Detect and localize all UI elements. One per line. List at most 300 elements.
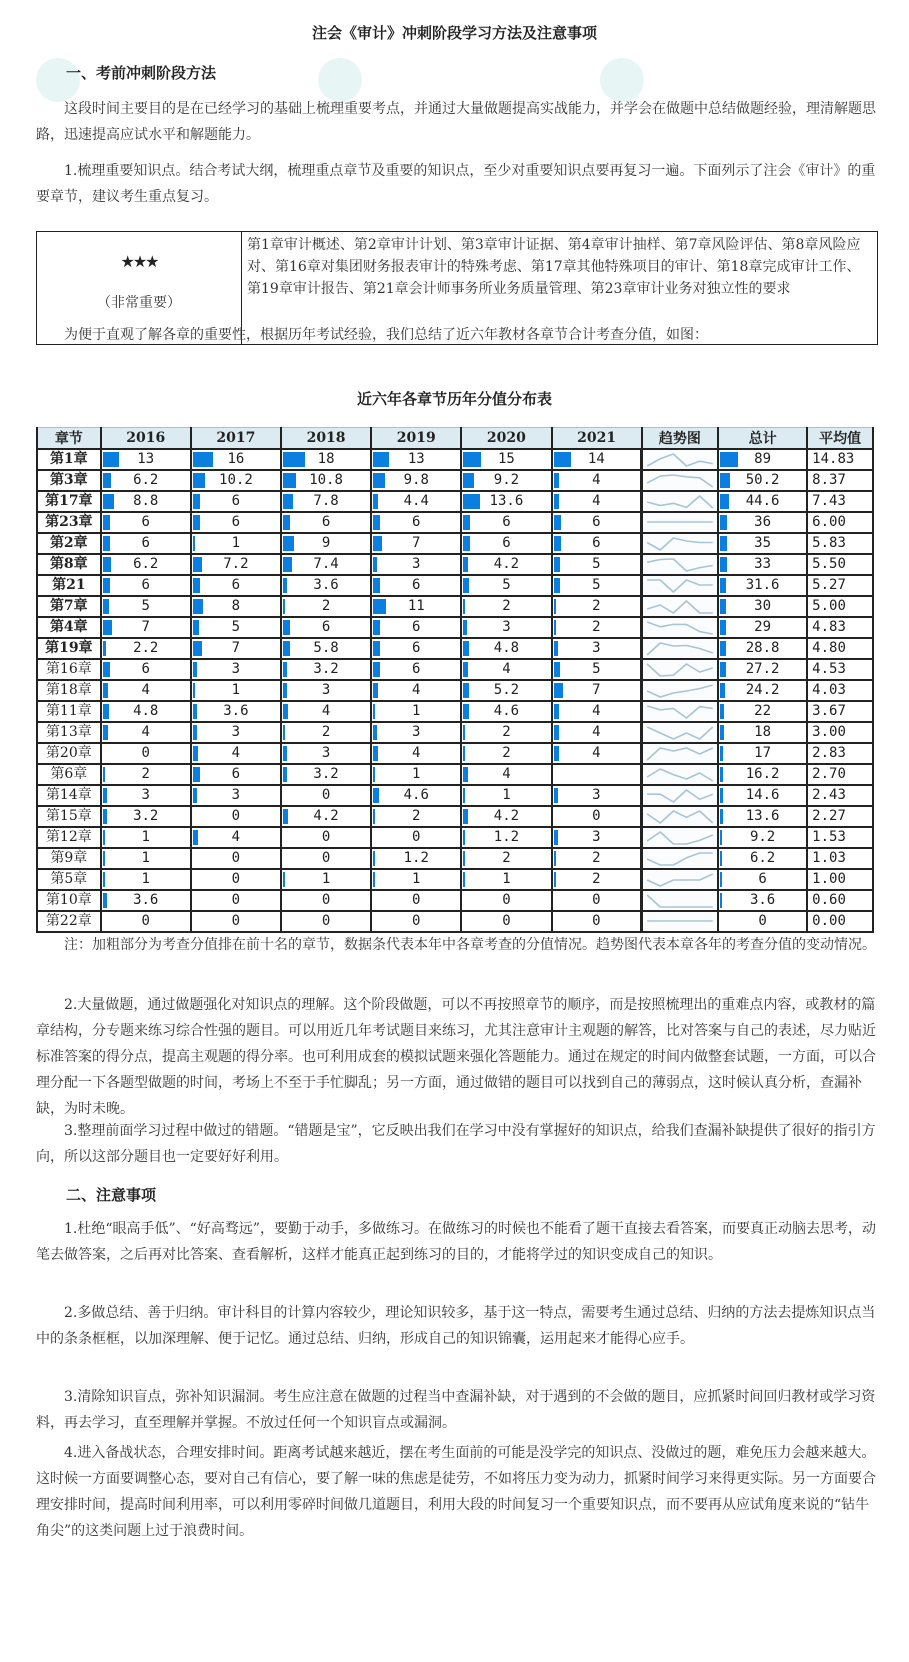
score-cell	[552, 869, 642, 890]
score-cell	[461, 638, 551, 659]
total-cell	[718, 827, 807, 848]
data-bar	[463, 872, 465, 887]
score-cell	[281, 449, 371, 470]
score-cell	[461, 617, 551, 638]
score-value: 5.8	[313, 640, 339, 656]
score-cell	[371, 659, 461, 680]
score-value: 18	[317, 451, 335, 467]
score-value: 4	[321, 703, 331, 719]
score-value: 2	[502, 598, 511, 614]
total-value: 50.2	[745, 472, 780, 488]
score-value: 2	[141, 766, 150, 782]
total-value: 29	[754, 619, 772, 635]
table-row	[37, 533, 873, 554]
data-bar	[373, 704, 375, 719]
score-cell	[461, 827, 551, 848]
score-cell	[552, 659, 642, 680]
score-value: 1	[321, 871, 331, 887]
data-bar	[283, 578, 287, 593]
score-cell	[461, 470, 551, 491]
score-cell	[281, 848, 371, 869]
score-cell	[552, 806, 642, 827]
table-row	[37, 596, 873, 617]
total-value: 14.6	[745, 787, 780, 803]
total-value: 27.2	[745, 661, 780, 677]
score-cell	[101, 869, 191, 890]
score-cell	[101, 827, 191, 848]
score-cell	[552, 848, 642, 869]
section-heading-methods: 一、考前冲刺阶段方法	[66, 64, 217, 82]
score-cell	[461, 449, 551, 470]
score-value: 4.8	[493, 640, 520, 656]
data-bar	[103, 809, 107, 824]
score-value: 0	[321, 829, 331, 845]
chapter-cell: 第11章	[37, 701, 101, 722]
score-cell	[281, 911, 371, 932]
trend-sparkline-icon	[643, 492, 717, 511]
data-bar	[193, 515, 200, 530]
column-header: 2021	[552, 428, 642, 450]
data-bar	[720, 515, 727, 530]
sparkline-cell	[642, 533, 718, 554]
table-note: 注：加粗部分为考查分值排在前十名的章节，数据条代表本年中各章考查的分值情况。趋势图代表本章各年的考查分值的变动情况。	[64, 937, 876, 953]
table-row	[37, 659, 873, 680]
average-cell: 2.70	[807, 764, 873, 785]
average-cell: 6.00	[807, 512, 873, 533]
sparkline-cell	[642, 764, 718, 785]
data-bar	[103, 641, 106, 656]
data-bar	[720, 872, 722, 887]
score-value: 0	[321, 850, 331, 866]
data-bar	[103, 473, 111, 488]
score-cell	[371, 827, 461, 848]
table-row	[37, 911, 873, 932]
chapter-cell: 第3章	[37, 470, 101, 491]
data-bar	[720, 662, 726, 677]
total-value: 22	[754, 703, 772, 719]
score-value: 4.2	[313, 808, 339, 824]
data-bar	[283, 809, 288, 824]
score-cell	[101, 722, 191, 743]
sparkline-cell	[642, 680, 718, 701]
data-bar	[103, 578, 110, 593]
score-cell	[101, 575, 191, 596]
trend-sparkline-icon	[643, 912, 717, 931]
score-value: 4	[502, 661, 511, 677]
data-bar	[373, 557, 377, 572]
data-bar	[103, 851, 105, 866]
data-bar	[283, 704, 288, 719]
score-cell	[191, 470, 281, 491]
total-cell	[718, 533, 807, 554]
sparkline-cell	[642, 701, 718, 722]
data-bar	[720, 536, 727, 551]
data-bar	[554, 830, 558, 845]
score-cell	[461, 533, 551, 554]
chapter-cell: 第1章	[37, 449, 101, 470]
data-bar	[554, 620, 556, 635]
score-cell	[191, 911, 281, 932]
score-value: 4.4	[403, 493, 429, 509]
score-cell	[371, 785, 461, 806]
data-bar	[463, 662, 468, 677]
score-value: 3.6	[313, 577, 339, 593]
trend-sparkline-icon	[643, 639, 717, 658]
table-row	[37, 869, 873, 890]
score-value: 4	[141, 724, 150, 740]
trend-sparkline-icon	[643, 534, 717, 553]
data-bar	[283, 599, 285, 614]
data-bar	[463, 557, 468, 572]
score-cell	[552, 596, 642, 617]
score-cell	[101, 554, 191, 575]
score-value: 5	[141, 598, 150, 614]
sparkline-cell	[642, 743, 718, 764]
score-value: 7	[231, 640, 241, 656]
data-bar	[283, 746, 287, 761]
data-bar	[373, 536, 382, 551]
score-value: 0	[231, 871, 241, 887]
score-value: 3	[592, 640, 601, 656]
data-bar	[463, 851, 465, 866]
score-value: 8	[231, 598, 241, 614]
score-cell	[101, 701, 191, 722]
total-value: 44.6	[745, 493, 780, 509]
score-cell	[461, 806, 551, 827]
score-value: 0	[412, 829, 421, 845]
data-bar	[554, 599, 556, 614]
table-row	[37, 554, 873, 575]
score-value: 5	[592, 556, 601, 572]
trend-sparkline-icon	[643, 576, 717, 595]
total-cell	[718, 596, 807, 617]
data-bar	[554, 725, 559, 740]
data-bar	[373, 452, 389, 467]
score-cell	[191, 680, 281, 701]
total-value: 28.8	[745, 640, 780, 656]
score-cell	[552, 617, 642, 638]
score-value: 5	[502, 577, 511, 593]
total-cell	[718, 911, 807, 932]
three-star-icon: ★★★	[120, 252, 158, 271]
score-value: 6	[321, 514, 331, 530]
average-cell: 3.00	[807, 722, 873, 743]
column-header: 2019	[371, 428, 461, 450]
score-cell	[461, 491, 551, 512]
sparkline-cell	[642, 827, 718, 848]
score-cell	[552, 911, 642, 932]
table-header-row	[37, 428, 873, 450]
tip1-paragraph: 1.杜绝“眼高手低”、“好高骛远”，要勤于动手，多做练习。在做练习的时候也不能看了题干直接去看答案，而要真正动脑去思考，动笔去做答案，之后再对比答案、查看解析，这样才能真正起到练习的目的，才能将学过的知识变成自己的知识。	[36, 1221, 876, 1263]
chapter-cell: 第16章	[37, 659, 101, 680]
score-value: 3	[231, 787, 241, 803]
score-cell	[191, 554, 281, 575]
score-value: 3	[231, 661, 241, 677]
sparkline-cell	[642, 596, 718, 617]
chapter-cell: 第12章	[37, 827, 101, 848]
score-value: 7.2	[223, 556, 249, 572]
average-cell: 5.50	[807, 554, 873, 575]
score-cell	[371, 449, 461, 470]
data-bar	[373, 746, 378, 761]
data-bar	[463, 515, 470, 530]
table-row	[37, 512, 873, 533]
data-bar	[720, 683, 725, 698]
sparkline-cell	[642, 554, 718, 575]
score-value: 4.2	[493, 808, 520, 824]
score-value: 6	[412, 619, 421, 635]
data-bar	[103, 683, 108, 698]
table-row	[37, 491, 873, 512]
data-bar	[720, 620, 726, 635]
data-bar	[193, 830, 198, 845]
data-bar	[554, 683, 563, 698]
score-value: 3	[592, 787, 601, 803]
score-value: 6	[321, 619, 331, 635]
data-bar	[373, 809, 375, 824]
score-cell	[281, 638, 371, 659]
chapter-cell: 第5章	[37, 869, 101, 890]
score-value: 4	[592, 724, 601, 740]
score-cell	[552, 785, 642, 806]
data-bar	[463, 788, 465, 803]
score-value: 6	[141, 577, 150, 593]
score-cell	[552, 890, 642, 911]
point2-paragraph: 2.大量做题，通过做题强化对知识点的理解。这个阶段做题，可以不再按照章节的顺序，而是按照梳理出的重难点内容，或教材的篇章结构，分专题来练习综合性强的题目。可以用近几年考试题目来练习，尤其注意审计主观题的解答，比对答案与自己的表述，尽力贴近标准答案的得分点，提高主观题的得分率。也可利用成套的模拟试题来强化答题能力。通过在规定的时间内做整套试题，一方面，可以合理分配一下各题型做题的时间，考场上不至于手忙脚乱；另一方面，通过做错的题目可以找到自己的薄弱点，这时候认真分析，查漏补缺，为时未晚。	[36, 997, 876, 1117]
total-cell	[718, 512, 807, 533]
data-bar	[193, 767, 200, 782]
score-cell	[371, 764, 461, 785]
point1-paragraph: 1.梳理重要知识点。结合考试大纲，梳理重点章节及重要的知识点，至少对重要知识点要再复习一遍。下面列示了注会《审计》的重要章节，建议考生重点复习。	[36, 163, 876, 205]
sparkline-cell	[642, 785, 718, 806]
score-value: 6	[592, 514, 601, 530]
table-row	[37, 827, 873, 848]
data-bar	[463, 578, 469, 593]
score-value: 1.2	[493, 829, 520, 845]
data-bar	[554, 746, 559, 761]
data-bar	[193, 662, 197, 677]
score-cell	[552, 554, 642, 575]
score-value: 0	[412, 892, 421, 908]
score-cell	[552, 827, 642, 848]
chapter-cell: 第13章	[37, 722, 101, 743]
score-cell	[371, 554, 461, 575]
score-cell	[101, 764, 191, 785]
trend-sparkline-icon	[643, 702, 717, 721]
total-value: 30	[754, 598, 772, 614]
sparkline-cell	[642, 890, 718, 911]
score-value: 0	[502, 913, 511, 929]
data-bar	[283, 536, 294, 551]
sparkline-cell	[642, 659, 718, 680]
chapter-cell: 第17章	[37, 491, 101, 512]
score-value: 7.4	[313, 556, 339, 572]
chapter-cell: 第19章	[37, 638, 101, 659]
chapter-cell: 第9章	[37, 848, 101, 869]
score-value: 6	[502, 514, 511, 530]
data-bar	[193, 473, 205, 488]
score-value: 2	[592, 598, 601, 614]
score-value: 0	[502, 892, 511, 908]
total-cell	[718, 869, 807, 890]
data-bar	[283, 872, 285, 887]
score-value: 6	[141, 514, 150, 530]
data-bar	[463, 746, 465, 761]
score-value: 1	[141, 850, 150, 866]
data-bar	[193, 578, 200, 593]
trend-sparkline-icon	[643, 471, 717, 490]
score-value: 1	[141, 871, 150, 887]
data-bar	[193, 452, 213, 467]
score-value: 0	[592, 892, 601, 908]
score-value: 4	[412, 745, 421, 761]
score-cell	[101, 533, 191, 554]
score-distribution-table	[36, 427, 874, 933]
score-cell	[191, 848, 281, 869]
score-value: 3	[321, 682, 331, 698]
score-value: 1	[231, 682, 241, 698]
score-value: 1	[502, 871, 511, 887]
data-bar	[720, 746, 723, 761]
data-bar	[283, 452, 305, 467]
table-row	[37, 890, 873, 911]
chapter-cell: 第6章	[37, 764, 101, 785]
score-value: 4	[592, 745, 601, 761]
score-cell	[552, 575, 642, 596]
score-value: 13.6	[489, 493, 524, 509]
average-cell: 5.27	[807, 575, 873, 596]
score-cell	[461, 680, 551, 701]
score-cell	[371, 806, 461, 827]
score-cell	[101, 617, 191, 638]
data-bar	[103, 872, 105, 887]
chapter-cell: 第20章	[37, 743, 101, 764]
score-value: 6	[231, 493, 241, 509]
data-bar	[373, 767, 375, 782]
score-cell	[191, 638, 281, 659]
total-value: 18	[754, 724, 772, 740]
data-bar	[103, 494, 114, 509]
data-bar	[554, 515, 561, 530]
score-cell	[101, 911, 191, 932]
score-cell	[552, 722, 642, 743]
sparkline-cell	[642, 869, 718, 890]
score-cell	[461, 575, 551, 596]
data-bar	[720, 473, 730, 488]
article-title: 注会《审计》冲刺阶段学习方法及注意事项	[311, 24, 597, 42]
average-cell: 2.43	[807, 785, 873, 806]
score-value: 13	[407, 451, 425, 467]
data-bar	[554, 662, 560, 677]
score-cell	[101, 659, 191, 680]
table-row	[37, 449, 873, 470]
data-bar	[193, 599, 203, 614]
score-value: 1	[502, 787, 511, 803]
score-value: 2	[321, 724, 331, 740]
average-cell: 0.00	[807, 911, 873, 932]
data-bar	[554, 872, 556, 887]
column-header: 2016	[101, 428, 191, 450]
data-bar	[373, 599, 386, 614]
trend-sparkline-icon	[643, 849, 717, 868]
score-cell	[461, 764, 551, 785]
trend-sparkline-icon	[643, 450, 717, 469]
table-row	[37, 743, 873, 764]
table-row	[37, 722, 873, 743]
total-cell	[718, 638, 807, 659]
score-cell	[371, 596, 461, 617]
trend-sparkline-icon	[643, 828, 717, 847]
data-bar	[193, 557, 202, 572]
chapter-cell: 第14章	[37, 785, 101, 806]
score-cell	[281, 617, 371, 638]
score-cell	[371, 869, 461, 890]
column-header: 2017	[191, 428, 281, 450]
total-value: 9.2	[749, 829, 776, 845]
score-value: 15	[497, 451, 515, 467]
score-value: 0	[141, 745, 150, 761]
total-cell	[718, 764, 807, 785]
data-bar	[720, 830, 722, 845]
data-bar	[463, 725, 465, 740]
data-bar	[373, 725, 377, 740]
trend-sparkline-icon	[643, 807, 717, 826]
data-bar	[103, 704, 109, 719]
score-cell	[191, 743, 281, 764]
score-cell	[281, 701, 371, 722]
score-value: 8.8	[133, 493, 159, 509]
score-cell	[281, 869, 371, 890]
score-value: 0	[231, 913, 241, 929]
score-value: 1	[412, 871, 421, 887]
score-value: 3	[592, 829, 601, 845]
score-value: 2	[592, 871, 601, 887]
score-value: 0	[592, 913, 601, 929]
average-cell: 0.60	[807, 890, 873, 911]
score-cell	[101, 470, 191, 491]
score-value: 4	[141, 682, 150, 698]
total-value: 6	[758, 871, 767, 887]
score-cell	[281, 470, 371, 491]
total-value: 33	[754, 556, 772, 572]
score-value: 4	[231, 745, 241, 761]
score-cell	[552, 512, 642, 533]
score-cell	[371, 722, 461, 743]
data-bar	[103, 536, 110, 551]
score-cell	[281, 512, 371, 533]
data-bar	[103, 452, 119, 467]
column-header: 2018	[281, 428, 371, 450]
chapter-cell: 第4章	[37, 617, 101, 638]
data-bar	[720, 809, 723, 824]
data-bar	[463, 473, 474, 488]
score-value: 9.8	[403, 472, 429, 488]
score-cell	[461, 911, 551, 932]
total-cell	[718, 617, 807, 638]
score-cell	[552, 470, 642, 491]
table-row	[37, 806, 873, 827]
data-bar	[193, 683, 195, 698]
intro-paragraph: 这段时间主要目的是在已经学习的基础上梳理重要考点，并通过大量做题提高实战能力，并学会在做题中总结做题经验，理清解题思路，迅速提高应试水平和解题能力。	[36, 101, 876, 143]
data-bar	[554, 536, 561, 551]
score-cell	[101, 743, 191, 764]
score-value: 3	[321, 745, 331, 761]
average-cell: 7.43	[807, 491, 873, 512]
average-cell: 1.00	[807, 869, 873, 890]
score-value: 14	[587, 451, 605, 467]
score-value: 2	[592, 850, 601, 866]
table-row	[37, 575, 873, 596]
